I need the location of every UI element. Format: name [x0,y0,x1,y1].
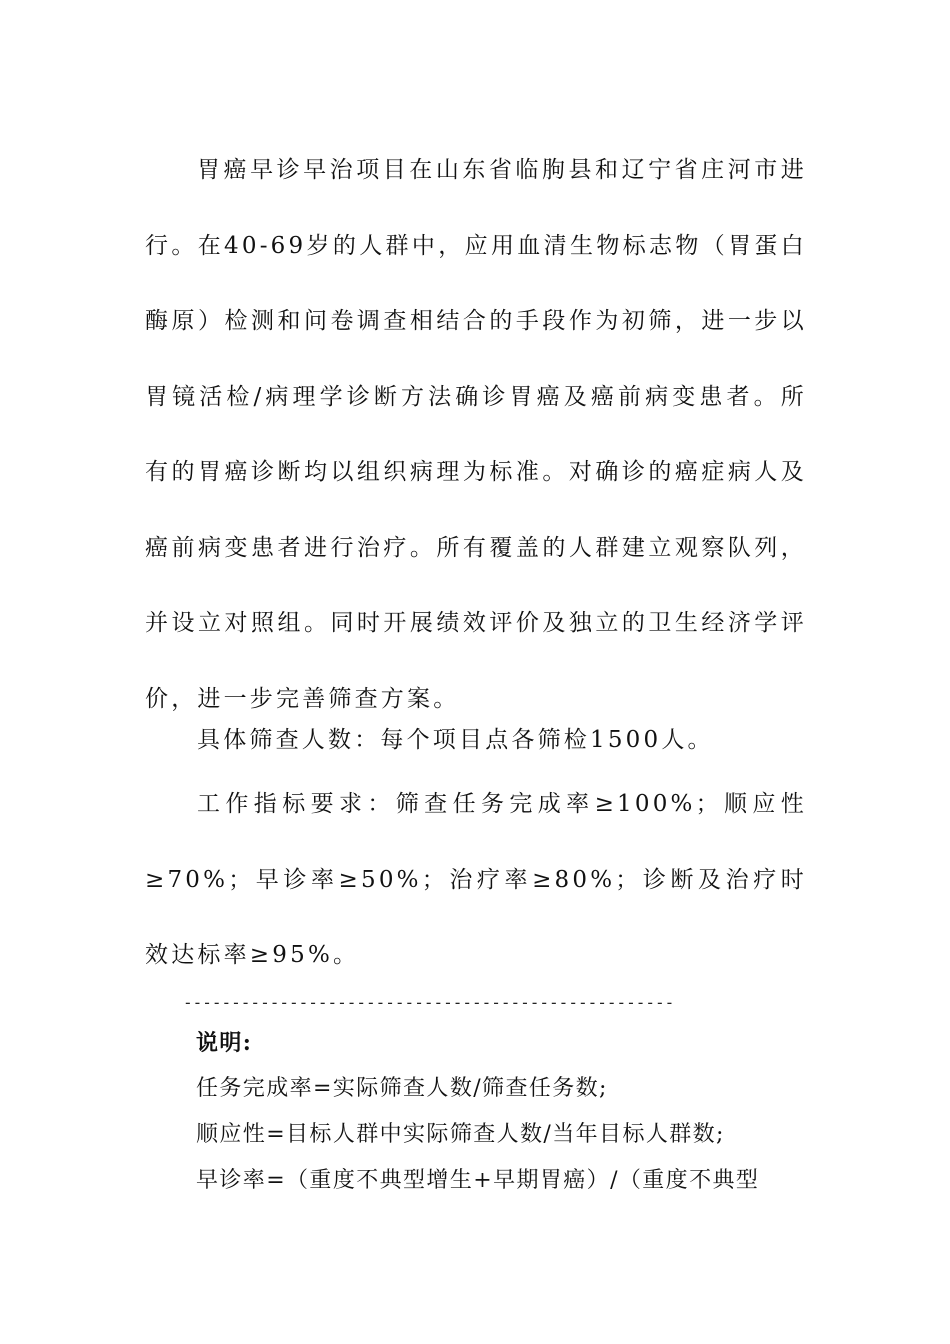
note-title: 说明: [196,1030,253,1056]
paragraph-indicators: 工作指标要求：筛查任务完成率≥100%；顺应性≥70%；早诊率≥50%；治疗率≥80%；诊断及治疗时效达标率≥95%。 [145,791,807,968]
paragraph-intro: 胃癌早诊早治项目在山东省临朐县和辽宁省庄河市进行。在40-69岁的人群中，应用血清生物标志物（胃蛋白酶原）检测和问卷调查相结合的手段作为初筛，进一步以胃镜活检/病理学诊断方法确诊胃癌及癌前病变患者。所有的胃癌诊断均以组织病理为标准。对确诊的癌症病人及癌前病变患者进行治疗。所有覆盖的人群建立观察队列，并设立对照组。同时开展绩效评价及独立的卫生经济学评价，进一步完善筛查方案。 [145,157,807,712]
note-line-completion-rate: 任务完成率=实际筛查人数/筛查任务数; [196,1076,608,1101]
section-divider: --------------------------------------------------- [183,993,675,1012]
note-line-early-diagnosis: 早诊率=（重度不典型增生+早期胃癌）/（重度不典型 [196,1168,760,1193]
paragraph-screening-count: 具体筛查人数：每个项目点各筛检1500人。 [197,727,714,753]
note-line-compliance: 顺应性=目标人群中实际筛查人数/当年目标人群数; [196,1122,725,1147]
note-section [196,1020,808,1204]
